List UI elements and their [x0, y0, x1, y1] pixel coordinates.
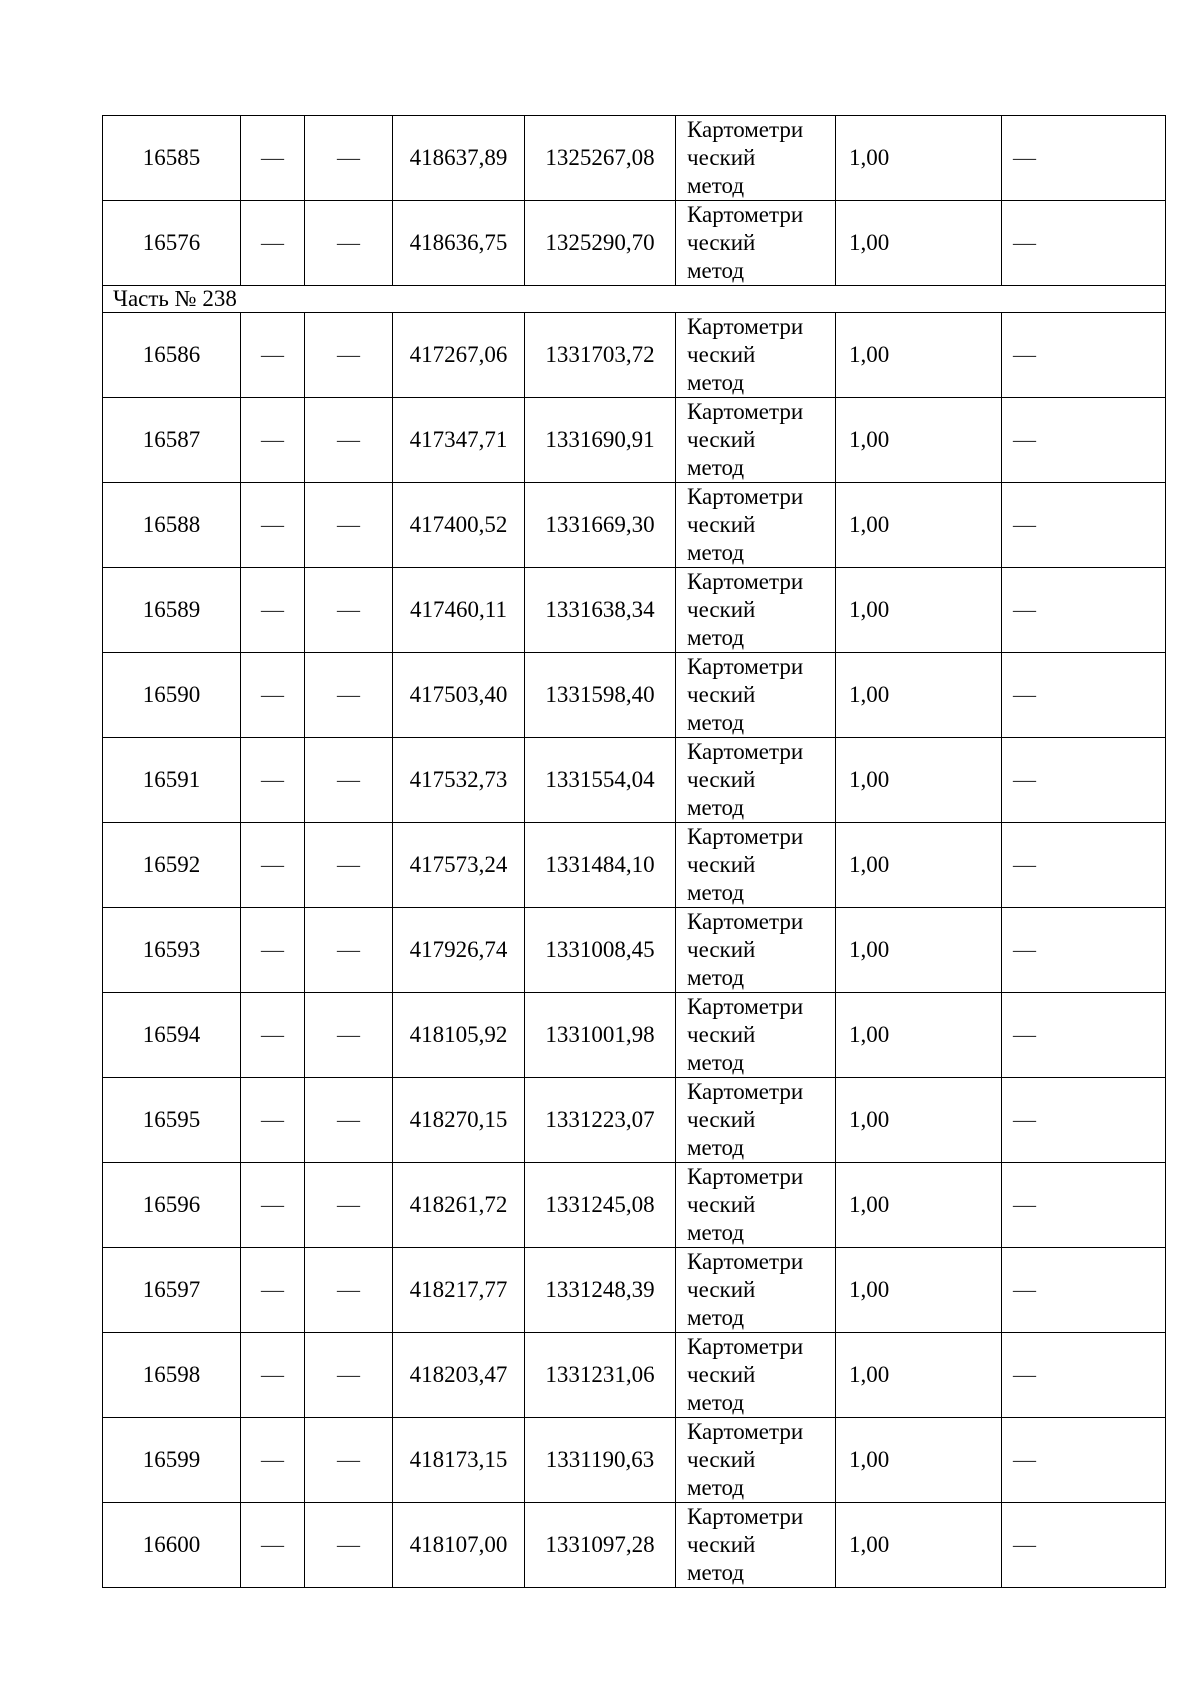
method-line: метод: [687, 1050, 745, 1075]
point-number-cell: 16591: [103, 738, 241, 823]
method-cell: [676, 1418, 836, 1503]
y-coordinate-cell: 1331703,72: [525, 313, 676, 398]
method-line: Картометри: [687, 1419, 804, 1444]
empty-value-cell: —: [241, 1078, 305, 1163]
method-line: Картометри: [687, 1249, 804, 1274]
empty-value-cell: —: [241, 313, 305, 398]
description-cell: —: [1002, 993, 1166, 1078]
method-line: метод: [687, 370, 745, 395]
point-number-cell: 16592: [103, 823, 241, 908]
point-number-cell: 16599: [103, 1418, 241, 1503]
method-line: ческий: [687, 512, 756, 537]
accuracy-cell: 1,00: [836, 1418, 1002, 1503]
empty-value-cell: —: [241, 201, 305, 286]
empty-value-cell: —: [241, 483, 305, 568]
description-cell: —: [1002, 738, 1166, 823]
method-cell: [676, 398, 836, 483]
empty-value-cell: —: [305, 1078, 393, 1163]
accuracy-cell: 1,00: [836, 116, 1002, 201]
point-number-cell: 16585: [103, 116, 241, 201]
y-coordinate-cell: 1331223,07: [525, 1078, 676, 1163]
empty-value-cell: —: [305, 483, 393, 568]
accuracy-cell: 1,00: [836, 483, 1002, 568]
x-coordinate-cell: 417347,71: [393, 398, 525, 483]
empty-value-cell: —: [305, 823, 393, 908]
description-cell: —: [1002, 313, 1166, 398]
table-row: [103, 1418, 1166, 1503]
x-coordinate-cell: 417460,11: [393, 568, 525, 653]
point-number-cell: 16588: [103, 483, 241, 568]
method-cell: [676, 1248, 836, 1333]
x-coordinate-cell: 418261,72: [393, 1163, 525, 1248]
point-number-cell: 16596: [103, 1163, 241, 1248]
method-cell: [676, 1078, 836, 1163]
method-line: Картометри: [687, 654, 804, 679]
method-cell: [676, 738, 836, 823]
point-number-cell: 16589: [103, 568, 241, 653]
point-number-cell: 16593: [103, 908, 241, 993]
point-number-cell: 16598: [103, 1333, 241, 1418]
x-coordinate-cell: 417400,52: [393, 483, 525, 568]
accuracy-cell: 1,00: [836, 908, 1002, 993]
table-row: [103, 1248, 1166, 1333]
part-label: Часть № 238: [103, 286, 1166, 313]
method-cell: [676, 1163, 836, 1248]
method-line: ческий: [687, 427, 756, 452]
empty-value-cell: —: [305, 313, 393, 398]
y-coordinate-cell: 1331554,04: [525, 738, 676, 823]
table-row: [103, 116, 1166, 201]
table-row: [103, 823, 1166, 908]
empty-value-cell: —: [241, 398, 305, 483]
x-coordinate-cell: 418107,00: [393, 1503, 525, 1588]
description-cell: —: [1002, 201, 1166, 286]
method-line: Картометри: [687, 909, 804, 934]
method-line: Картометри: [687, 117, 804, 142]
empty-value-cell: —: [305, 1418, 393, 1503]
description-cell: —: [1002, 1333, 1166, 1418]
method-line: метод: [687, 880, 745, 905]
empty-value-cell: —: [305, 116, 393, 201]
description-cell: —: [1002, 568, 1166, 653]
description-cell: —: [1002, 1078, 1166, 1163]
method-line: метод: [687, 455, 745, 480]
method-line: Картометри: [687, 314, 804, 339]
method-cell: [676, 483, 836, 568]
point-number-cell: 16594: [103, 993, 241, 1078]
method-line: Картометри: [687, 739, 804, 764]
y-coordinate-cell: 1331097,28: [525, 1503, 676, 1588]
accuracy-cell: 1,00: [836, 313, 1002, 398]
x-coordinate-cell: 417573,24: [393, 823, 525, 908]
method-line: Картометри: [687, 399, 804, 424]
method-line: ческий: [687, 1107, 756, 1132]
x-coordinate-cell: 417503,40: [393, 653, 525, 738]
method-line: метод: [687, 1305, 745, 1330]
method-line: Картометри: [687, 1164, 804, 1189]
accuracy-cell: 1,00: [836, 1078, 1002, 1163]
accuracy-cell: 1,00: [836, 1248, 1002, 1333]
x-coordinate-cell: 417532,73: [393, 738, 525, 823]
point-number-cell: 16590: [103, 653, 241, 738]
y-coordinate-cell: 1331484,10: [525, 823, 676, 908]
method-line: метод: [687, 1560, 745, 1585]
description-cell: —: [1002, 1418, 1166, 1503]
method-line: ческий: [687, 230, 756, 255]
method-cell: [676, 116, 836, 201]
method-line: Картометри: [687, 1504, 804, 1529]
empty-value-cell: —: [241, 993, 305, 1078]
method-line: метод: [687, 1135, 745, 1160]
accuracy-cell: 1,00: [836, 823, 1002, 908]
method-line: Картометри: [687, 202, 804, 227]
method-line: Картометри: [687, 1334, 804, 1359]
empty-value-cell: —: [241, 738, 305, 823]
method-line: метод: [687, 1475, 745, 1500]
point-number-cell: 16597: [103, 1248, 241, 1333]
y-coordinate-cell: 1331669,30: [525, 483, 676, 568]
point-number-cell: 16587: [103, 398, 241, 483]
x-coordinate-cell: 418270,15: [393, 1078, 525, 1163]
empty-value-cell: —: [241, 1163, 305, 1248]
description-cell: —: [1002, 653, 1166, 738]
empty-value-cell: —: [305, 1163, 393, 1248]
accuracy-cell: 1,00: [836, 568, 1002, 653]
y-coordinate-cell: 1331248,39: [525, 1248, 676, 1333]
accuracy-cell: 1,00: [836, 738, 1002, 823]
description-cell: —: [1002, 908, 1166, 993]
method-cell: [676, 313, 836, 398]
method-line: Картометри: [687, 1079, 804, 1104]
description-cell: —: [1002, 398, 1166, 483]
empty-value-cell: —: [241, 823, 305, 908]
method-cell: [676, 653, 836, 738]
method-line: метод: [687, 540, 745, 565]
method-cell: [676, 568, 836, 653]
accuracy-cell: 1,00: [836, 398, 1002, 483]
table-row: [103, 738, 1166, 823]
method-line: ческий: [687, 342, 756, 367]
method-line: ческий: [687, 1022, 756, 1047]
accuracy-cell: 1,00: [836, 1163, 1002, 1248]
y-coordinate-cell: 1331638,34: [525, 568, 676, 653]
accuracy-cell: 1,00: [836, 993, 1002, 1078]
empty-value-cell: —: [305, 568, 393, 653]
y-coordinate-cell: 1331001,98: [525, 993, 676, 1078]
description-cell: —: [1002, 823, 1166, 908]
method-line: метод: [687, 1220, 745, 1245]
empty-value-cell: —: [305, 1503, 393, 1588]
method-line: метод: [687, 1390, 745, 1415]
method-cell: [676, 823, 836, 908]
method-cell: [676, 1333, 836, 1418]
empty-value-cell: —: [241, 1248, 305, 1333]
empty-value-cell: —: [305, 398, 393, 483]
y-coordinate-cell: 1331190,63: [525, 1418, 676, 1503]
accuracy-cell: 1,00: [836, 1503, 1002, 1588]
description-cell: —: [1002, 1248, 1166, 1333]
table-row: [103, 653, 1166, 738]
method-cell: [676, 201, 836, 286]
table-row: [103, 993, 1166, 1078]
method-line: метод: [687, 795, 745, 820]
empty-value-cell: —: [241, 568, 305, 653]
y-coordinate-cell: 1331231,06: [525, 1333, 676, 1418]
method-line: метод: [687, 258, 745, 283]
x-coordinate-cell: 418203,47: [393, 1333, 525, 1418]
method-line: ческий: [687, 1362, 756, 1387]
method-line: ческий: [687, 767, 756, 792]
method-line: ческий: [687, 852, 756, 877]
y-coordinate-cell: 1331008,45: [525, 908, 676, 993]
empty-value-cell: —: [241, 653, 305, 738]
table-row: [103, 1333, 1166, 1418]
description-cell: —: [1002, 1163, 1166, 1248]
method-line: метод: [687, 173, 745, 198]
description-cell: —: [1002, 1503, 1166, 1588]
method-line: ческий: [687, 1192, 756, 1217]
y-coordinate-cell: 1325290,70: [525, 201, 676, 286]
table-row: [103, 1078, 1166, 1163]
method-line: ческий: [687, 145, 756, 170]
accuracy-cell: 1,00: [836, 201, 1002, 286]
table-row: [103, 908, 1166, 993]
method-line: метод: [687, 625, 745, 650]
x-coordinate-cell: 417926,74: [393, 908, 525, 993]
method-cell: [676, 1503, 836, 1588]
empty-value-cell: —: [305, 993, 393, 1078]
y-coordinate-cell: 1331598,40: [525, 653, 676, 738]
table-body: [103, 116, 1166, 1588]
table-row: [103, 398, 1166, 483]
table-row: [103, 1503, 1166, 1588]
point-number-cell: 16595: [103, 1078, 241, 1163]
empty-value-cell: —: [241, 908, 305, 993]
x-coordinate-cell: 418637,89: [393, 116, 525, 201]
empty-value-cell: —: [241, 1333, 305, 1418]
description-cell: —: [1002, 116, 1166, 201]
empty-value-cell: —: [305, 908, 393, 993]
empty-value-cell: —: [305, 201, 393, 286]
part-header-row: [103, 286, 1166, 313]
method-line: Картометри: [687, 569, 804, 594]
point-number-cell: 16586: [103, 313, 241, 398]
method-line: Картометри: [687, 824, 804, 849]
x-coordinate-cell: 418105,92: [393, 993, 525, 1078]
method-line: Картометри: [687, 994, 804, 1019]
method-line: ческий: [687, 1447, 756, 1472]
empty-value-cell: —: [241, 116, 305, 201]
y-coordinate-cell: 1331245,08: [525, 1163, 676, 1248]
point-number-cell: 16576: [103, 201, 241, 286]
method-line: ческий: [687, 682, 756, 707]
x-coordinate-cell: 418636,75: [393, 201, 525, 286]
x-coordinate-cell: 418173,15: [393, 1418, 525, 1503]
x-coordinate-cell: 418217,77: [393, 1248, 525, 1333]
table-row: [103, 568, 1166, 653]
y-coordinate-cell: 1325267,08: [525, 116, 676, 201]
empty-value-cell: —: [305, 1248, 393, 1333]
empty-value-cell: —: [305, 653, 393, 738]
table-row: [103, 1163, 1166, 1248]
description-cell: —: [1002, 483, 1166, 568]
table-row: [103, 313, 1166, 398]
coordinates-table: [102, 115, 1166, 1588]
method-line: Картометри: [687, 484, 804, 509]
empty-value-cell: —: [241, 1503, 305, 1588]
point-number-cell: 16600: [103, 1503, 241, 1588]
empty-value-cell: —: [305, 738, 393, 823]
empty-value-cell: —: [241, 1418, 305, 1503]
method-line: метод: [687, 710, 745, 735]
method-line: ческий: [687, 1277, 756, 1302]
accuracy-cell: 1,00: [836, 653, 1002, 738]
method-line: ческий: [687, 597, 756, 622]
method-line: метод: [687, 965, 745, 990]
table-row: [103, 483, 1166, 568]
x-coordinate-cell: 417267,06: [393, 313, 525, 398]
method-cell: [676, 908, 836, 993]
accuracy-cell: 1,00: [836, 1333, 1002, 1418]
empty-value-cell: —: [305, 1333, 393, 1418]
table-row: [103, 201, 1166, 286]
method-cell: [676, 993, 836, 1078]
method-line: ческий: [687, 1532, 756, 1557]
method-line: ческий: [687, 937, 756, 962]
y-coordinate-cell: 1331690,91: [525, 398, 676, 483]
